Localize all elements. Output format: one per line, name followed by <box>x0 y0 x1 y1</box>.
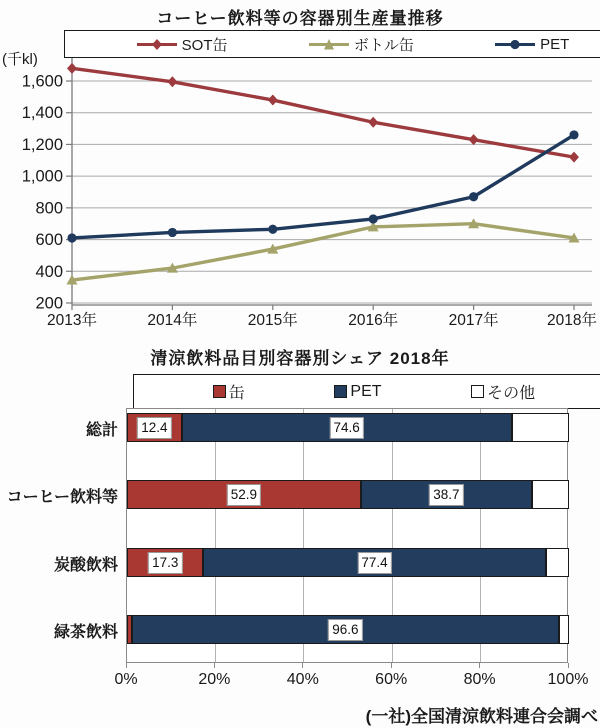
bar-row-炭酸飲料 <box>127 548 569 577</box>
line-chart-title: コーヒー飲料等の容器別生産量推移 <box>156 9 444 28</box>
x-tick-label: 2018年 <box>547 312 597 329</box>
x-tick-label: 2016年 <box>348 312 399 329</box>
y-tick-label: 800 <box>35 199 63 218</box>
circle-marker <box>369 214 378 223</box>
y-tick-label: 1,400 <box>21 104 63 123</box>
circle-marker <box>67 233 76 242</box>
category-label-緑茶飲料: 緑茶飲料 <box>53 623 118 641</box>
legend-label: PET <box>540 35 570 53</box>
bar-segment-その他 <box>559 615 569 644</box>
value-label: 52.9 <box>227 484 261 506</box>
legend-item-缶 <box>213 380 245 403</box>
x-axis-tick <box>126 663 127 668</box>
category-label-炭酸飲料: 炭酸飲料 <box>53 556 118 574</box>
diamond-marker <box>569 152 579 163</box>
x-tick-label: 0% <box>114 671 138 688</box>
y-axis-unit-label: (千kl) <box>2 51 38 68</box>
square-legend-swatch-icon <box>213 385 226 398</box>
legend-label: PET <box>350 382 382 400</box>
diamond-marker <box>268 95 278 106</box>
source-note: (一社)全国清涼飲料連合会調べ <box>365 707 598 726</box>
value-label: 17.3 <box>148 552 182 574</box>
x-axis-tick <box>568 663 569 668</box>
diamond-marker <box>67 63 77 74</box>
x-axis-tick <box>479 663 480 668</box>
y-tick-label: 600 <box>35 231 63 250</box>
legend-item-PET <box>334 383 381 401</box>
bar-row-緑茶飲料 <box>127 615 569 644</box>
x-tick-label: 40% <box>286 671 319 688</box>
value-label: 12.4 <box>137 417 171 439</box>
x-tick-label: 2013年 <box>47 312 97 329</box>
circle-marker <box>268 225 277 234</box>
circle-marker <box>469 192 478 201</box>
bar-segment-その他 <box>512 413 569 442</box>
value-label: 77.4 <box>357 552 391 574</box>
legend-label: 缶 <box>228 385 245 402</box>
square-legend-swatch-icon <box>334 385 347 398</box>
x-axis-tick <box>391 663 392 668</box>
diamond-marker <box>368 117 378 128</box>
y-tick-label: 400 <box>35 262 63 281</box>
bar-chart-legend <box>133 374 600 409</box>
y-tick-label: 200 <box>35 294 63 313</box>
diamond-marker <box>167 76 177 87</box>
square-legend-swatch-icon <box>471 385 484 398</box>
legend-label: その他 <box>487 385 536 402</box>
value-label: 96.6 <box>328 619 362 641</box>
circle-marker <box>569 130 578 139</box>
x-tick-label: 2017年 <box>448 312 499 329</box>
category-label-コーヒー飲料等: コーヒー飲料等 <box>6 488 118 506</box>
diamond-marker <box>469 134 479 145</box>
bar-segment-その他 <box>546 548 569 577</box>
x-tick-label: 60% <box>375 671 408 688</box>
legend-label: SOT缶 <box>181 36 228 54</box>
bar-chart-title: 清涼飲料品目別容器別シェア 2018年 <box>150 349 450 368</box>
bar-segment-その他 <box>532 480 569 509</box>
bar-row-コーヒー飲料等 <box>127 480 569 509</box>
x-tick-label: 20% <box>198 671 231 688</box>
line-chart-plot <box>0 0 600 335</box>
x-tick-label: 80% <box>463 671 496 688</box>
y-tick-label: 1,000 <box>21 167 63 186</box>
bar-chart-plot <box>126 408 568 663</box>
x-tick-label: 2015年 <box>247 312 298 329</box>
category-label-総計: 総計 <box>85 421 118 439</box>
value-label: 38.7 <box>429 484 463 506</box>
legend-item-その他 <box>471 380 535 403</box>
circle-marker <box>168 228 177 237</box>
value-label: 74.6 <box>330 417 364 439</box>
bar-row-総計 <box>127 413 569 442</box>
x-tick-label: 100% <box>547 671 589 688</box>
series-line-PET <box>72 135 574 238</box>
legend-label: ボトル缶 <box>353 36 414 54</box>
x-axis-tick <box>302 663 303 668</box>
y-tick-label: 1,200 <box>21 135 63 154</box>
x-tick-label: 2014年 <box>147 312 198 329</box>
y-tick-label: 1,600 <box>21 72 63 91</box>
x-axis-tick <box>214 663 215 668</box>
